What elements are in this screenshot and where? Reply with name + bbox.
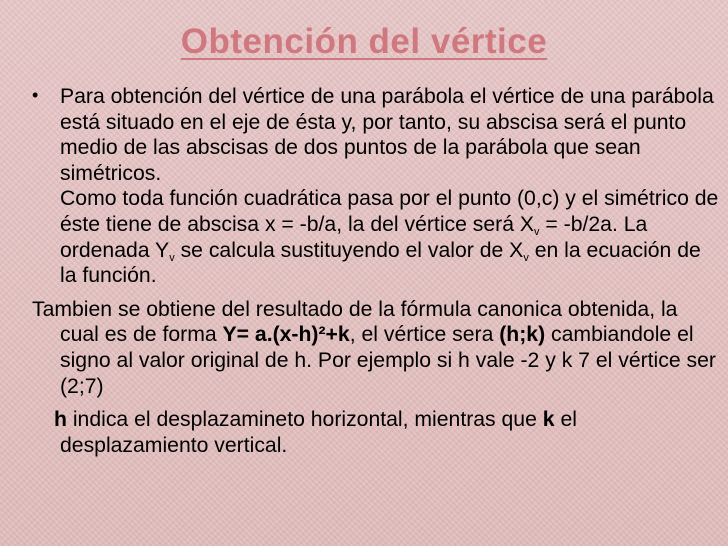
- bullet-text-2a: Como toda función cuadrática pasa por el punto (0,c) y el simétrico de éste tiene de abscisa x = -b/a, la del vértice será X: [60, 187, 719, 236]
- k-symbol: k: [542, 408, 555, 432]
- bullet-paragraph: [32, 84, 722, 289]
- bullet-icon: •: [32, 85, 39, 105]
- para2-text-a: Tambien se obtiene del resultado de la fórmula canonica obtenida, la cual es de forma: [32, 297, 678, 347]
- bullet-text-1: Para obtención del vértice de una parábola el vértice de una parábola está situado en el eje de ésta y, por tanto, su abscisa será el punto medio de las abscisas de dos puntos de la parábola que sean simétricos.: [60, 85, 714, 185]
- bullet-text-2b: = -b/2a. La ordenada Y: [60, 212, 648, 262]
- canonical-formula: Y= a.(x-h)²+k: [222, 323, 350, 347]
- para3-text-a: indica el desplazamineto horizontal, mientras que: [66, 408, 543, 432]
- slide-title: Obtención del vértice: [180, 22, 548, 61]
- slide-body: [32, 84, 722, 458]
- para3-text-b: el desplazamiento vertical.: [60, 408, 577, 457]
- subscript-v: v: [534, 225, 540, 238]
- subscript-v: v: [523, 251, 529, 264]
- para2-text-b: , el vértice sera: [349, 323, 500, 347]
- h-symbol: h: [54, 408, 67, 432]
- displacement-paragraph: [32, 407, 722, 458]
- vertex-notation: (h;k): [499, 323, 546, 347]
- bullet-text-2d: en la ecuación de la función.: [60, 238, 701, 288]
- bullet-text-2c: se calcula sustituyendo el valor de X: [174, 238, 524, 262]
- subscript-v: v: [169, 251, 175, 264]
- para2-text-c: cambiandole el signo al valor original de h. Por ejemplo si h vale -2 y k 7 el vértice ser (2;7): [60, 323, 716, 398]
- canonical-form-paragraph: [32, 297, 722, 399]
